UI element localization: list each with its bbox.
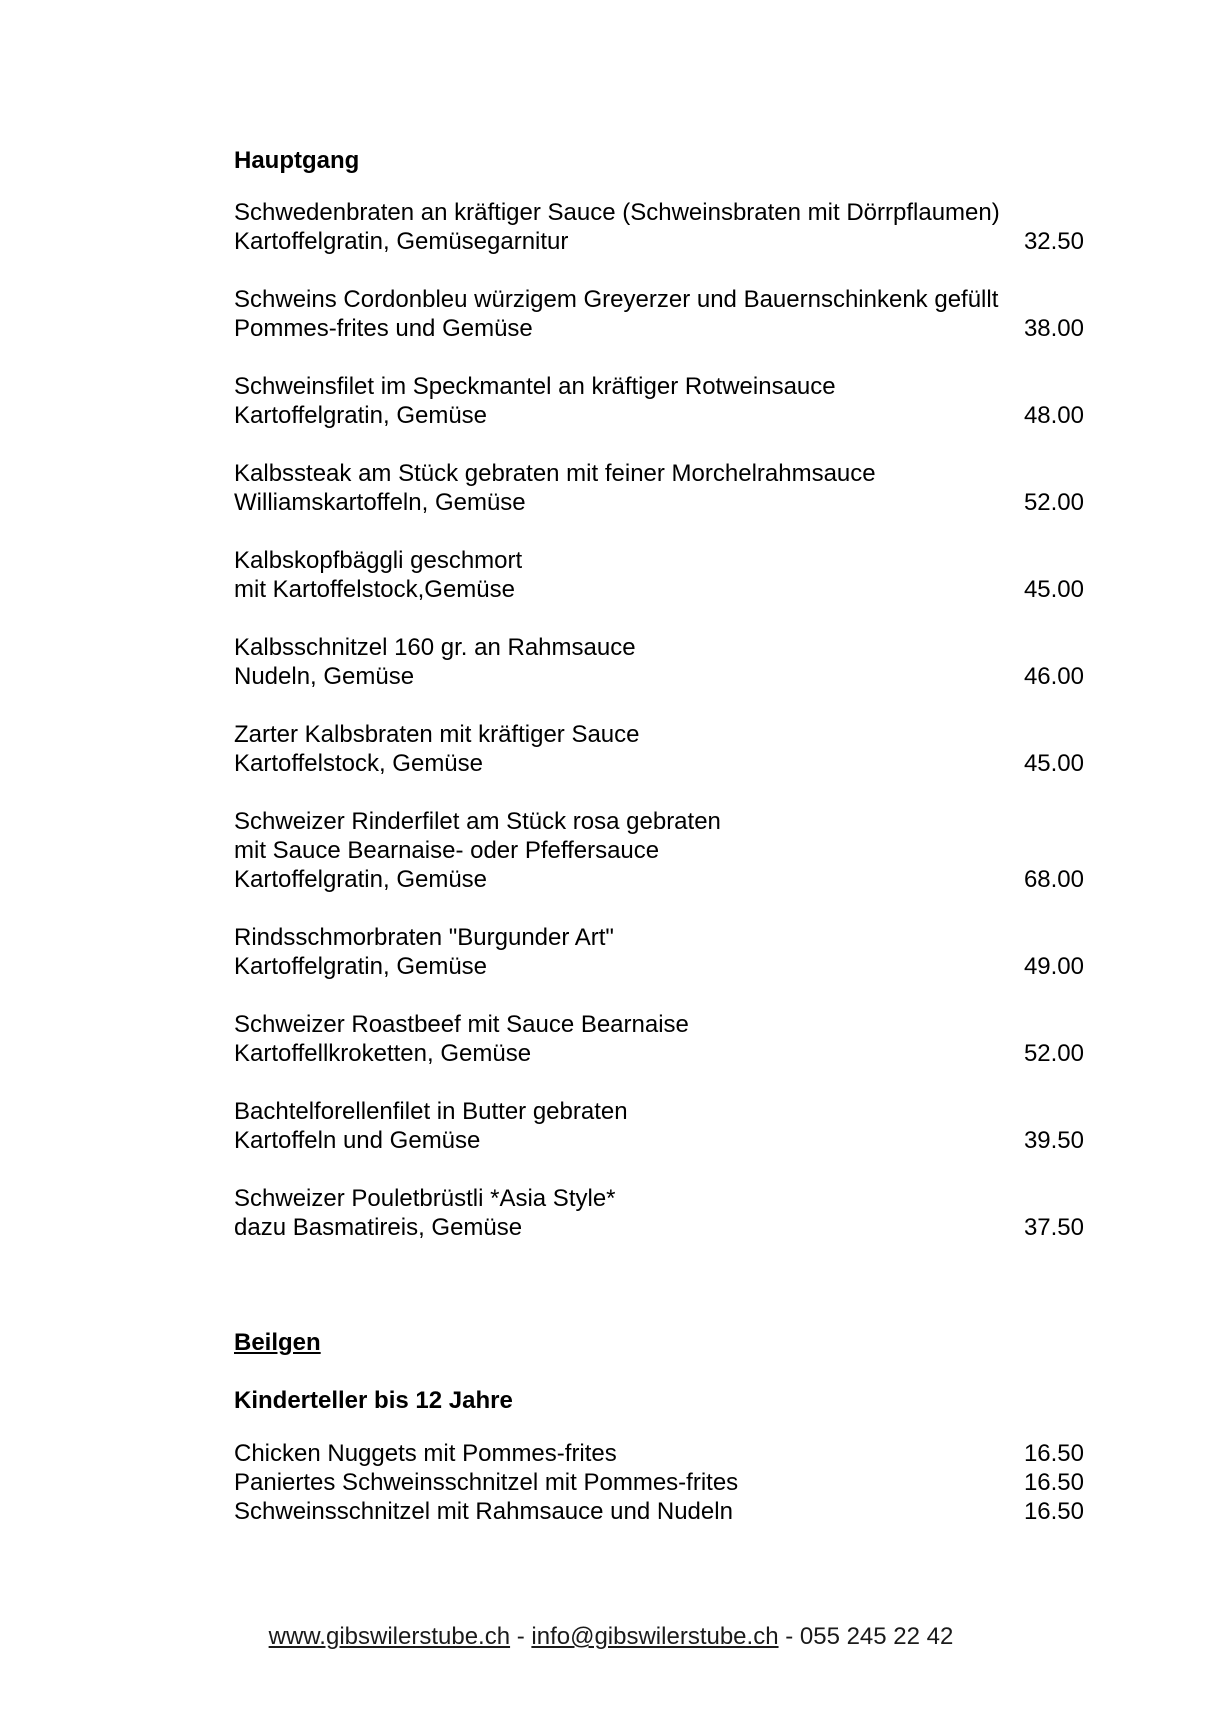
section-title: Hauptgang bbox=[234, 147, 360, 174]
dish-item bbox=[234, 372, 1084, 430]
kids-item-name: Paniertes Schweinsschnitzel mit Pommes-frites bbox=[234, 1469, 739, 1496]
dish-side-row bbox=[234, 1039, 1084, 1068]
sides-title: Beilgen bbox=[234, 1329, 321, 1356]
dish-description: Bachtelforellenfilet in Butter gebraten bbox=[234, 1098, 628, 1125]
dish-item bbox=[234, 720, 1084, 778]
dish-side: dazu Basmatireis, Gemüse bbox=[234, 1214, 523, 1241]
dish-price: 45.00 bbox=[1023, 750, 1084, 777]
dish-side: Williamskartoffeln, Gemüse bbox=[234, 489, 526, 516]
dish-side-row bbox=[234, 865, 1084, 894]
dish-description: Schweizer Roastbeef mit Sauce Bearnaise bbox=[234, 1011, 689, 1038]
dish-side: Kartoffelgratin, Gemüsegarnitur bbox=[234, 228, 569, 255]
dish-side-row bbox=[234, 952, 1084, 981]
dish-side-row bbox=[234, 401, 1084, 430]
kids-menu-list bbox=[234, 1439, 1084, 1526]
dish-side-row bbox=[234, 749, 1084, 778]
kids-item-name: Chicken Nuggets mit Pommes-frites bbox=[234, 1440, 617, 1467]
dish-description: Zarter Kalbsbraten mit kräftiger Sauce bbox=[234, 721, 640, 748]
dish-side-row bbox=[234, 1213, 1084, 1242]
dish-side: Kartoffellkroketten, Gemüse bbox=[234, 1040, 532, 1067]
dish-description: Kalbssteak am Stück gebraten mit feiner Morchelrahmsauce bbox=[234, 460, 876, 487]
dish-price: 46.00 bbox=[1023, 663, 1084, 690]
dish-description: Kalbskopfbäggli geschmort bbox=[234, 547, 523, 574]
dish-description: Schweizer Rinderfilet am Stück rosa gebraten bbox=[234, 808, 721, 835]
dish-item bbox=[234, 198, 1084, 256]
dish-description: Schweizer Pouletbrüstli *Asia Style* bbox=[234, 1185, 616, 1212]
dish-price: 48.00 bbox=[1023, 402, 1084, 429]
dish-price: 32.50 bbox=[1023, 228, 1084, 255]
kids-menu-item bbox=[234, 1439, 1084, 1468]
menu-main-section bbox=[234, 146, 1084, 1271]
dish-description: Schweinsfilet im Speckmantel an kräftiger Rotweinsauce bbox=[234, 373, 836, 400]
dish-side-row bbox=[234, 662, 1084, 691]
dish-item bbox=[234, 546, 1084, 604]
dish-price: 37.50 bbox=[1023, 1214, 1084, 1241]
footer-contact bbox=[0, 1622, 1222, 1651]
website-link[interactable]: www.gibswilerstube.ch bbox=[268, 1623, 511, 1650]
dish-side: Kartoffelgratin, Gemüse bbox=[234, 953, 488, 980]
dish-item bbox=[234, 1184, 1084, 1242]
kids-item-name: Schweinsschnitzel mit Rahmsauce und Nudeln bbox=[234, 1498, 733, 1525]
email-link[interactable]: info@gibswilerstube.ch bbox=[531, 1623, 779, 1650]
dish-price: 52.00 bbox=[1023, 489, 1084, 516]
phone-number: 055 245 22 42 bbox=[799, 1623, 954, 1650]
dish-description: mit Sauce Bearnaise- oder Pfeffersauce bbox=[234, 837, 660, 864]
dish-side: mit Kartoffelstock,Gemüse bbox=[234, 576, 515, 603]
footer-separator: - bbox=[510, 1623, 532, 1650]
kids-item-price: 16.50 bbox=[1023, 1498, 1084, 1525]
dish-side-row bbox=[234, 1126, 1084, 1155]
dish-item bbox=[234, 459, 1084, 517]
dish-description: Schwedenbraten an kräftiger Sauce (Schweinsbraten mit Dörrpflaumen) bbox=[234, 199, 1000, 226]
dish-list bbox=[234, 198, 1084, 1242]
kids-menu-title: Kinderteller bis 12 Jahre bbox=[234, 1387, 513, 1414]
dish-description: Rindsschmorbraten "Burgunder Art" bbox=[234, 924, 614, 951]
dish-side: Pommes-frites und Gemüse bbox=[234, 315, 533, 342]
dish-item bbox=[234, 923, 1084, 981]
kids-menu-item bbox=[234, 1497, 1084, 1526]
dish-side-row bbox=[234, 575, 1084, 604]
dish-side: Nudeln, Gemüse bbox=[234, 663, 415, 690]
dish-price: 49.00 bbox=[1023, 953, 1084, 980]
dish-price: 39.50 bbox=[1023, 1127, 1084, 1154]
dish-side: Kartoffelgratin, Gemüse bbox=[234, 866, 488, 893]
kids-item-price: 16.50 bbox=[1023, 1440, 1084, 1467]
dish-side: Kartoffeln und Gemüse bbox=[234, 1127, 481, 1154]
dish-price: 52.00 bbox=[1023, 1040, 1084, 1067]
kids-menu-item bbox=[234, 1468, 1084, 1497]
dish-item bbox=[234, 1097, 1084, 1155]
dish-description: Schweins Cordonbleu würzigem Greyerzer und Bauernschinkenk gefüllt bbox=[234, 286, 999, 313]
dish-side: Kartoffelstock, Gemüse bbox=[234, 750, 483, 777]
dish-item bbox=[234, 807, 1084, 894]
dish-item bbox=[234, 1010, 1084, 1068]
dish-side-row bbox=[234, 314, 1084, 343]
dish-item bbox=[234, 285, 1084, 343]
dish-side: Kartoffelgratin, Gemüse bbox=[234, 402, 488, 429]
dish-item bbox=[234, 633, 1084, 691]
dish-price: 45.00 bbox=[1023, 576, 1084, 603]
footer-separator: - bbox=[778, 1623, 800, 1650]
dish-price: 68.00 bbox=[1023, 866, 1084, 893]
dish-side-row bbox=[234, 227, 1084, 256]
dish-description: Kalbsschnitzel 160 gr. an Rahmsauce bbox=[234, 634, 636, 661]
kids-item-price: 16.50 bbox=[1023, 1469, 1084, 1496]
dish-side-row bbox=[234, 488, 1084, 517]
dish-price: 38.00 bbox=[1023, 315, 1084, 342]
